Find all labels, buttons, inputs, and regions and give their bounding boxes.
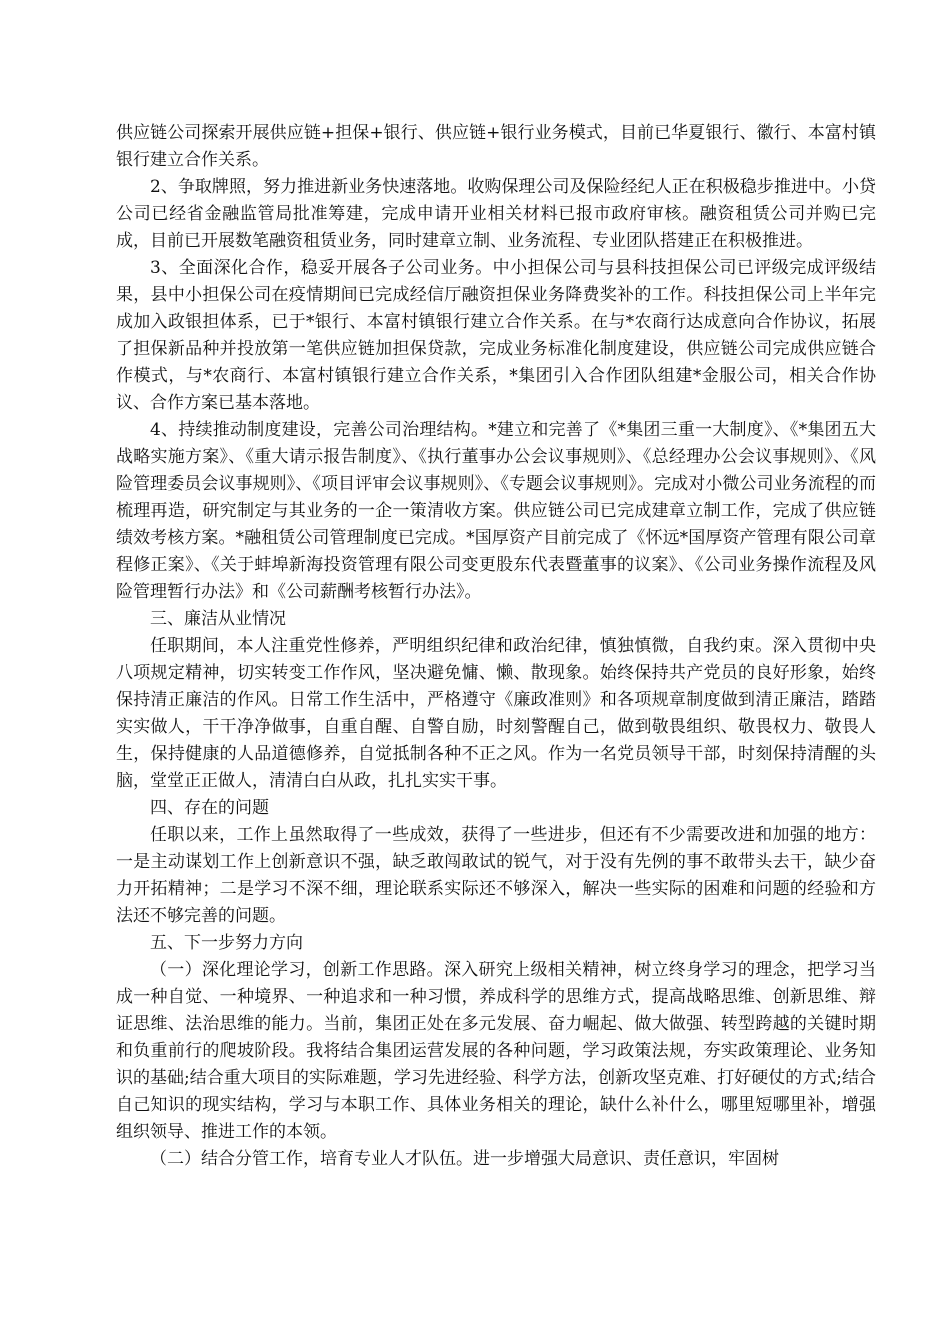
paragraph-cooperation: 3、全面深化合作，稳妥开展各子公司业务。中小担保公司与县科技担保公司已评级完成评级结果，县中小担保公司在疫情期间已完成经信厅融资担保业务降费奖补的工作。科技担保公司上半年完成加入政银担体系，已于*银行、本富村镇银行建立合作关系。在与*农商行达成意向合作协议，拓展了担保新品种并投放第一笔供应链加担保贷款，完成业务标准化制度建设，供应链公司完成供应链合作模式，与*农商行、本富村镇银行建立合作关系，*集团引入合作团队组建*金服公司，相关合作协议、合作方案已基本落地。 — [116, 258, 876, 413]
heading-next-steps: 五、下一步努力方向 — [150, 933, 303, 953]
paragraph-talent-team: （二）结合分管工作，培育专业人才队伍。进一步增强大局意识、责任意识，牢固树 — [150, 1149, 779, 1169]
paragraph-governance: 4、持续推动制度建设，完善公司治理结构。*建立和完善了《*集团三重一大制度》、《*集团五大战略实施方案》、《重大请示报告制度》、《执行董事办公会议事规则》、《总经理办公会议事规则》、《风险管理委员会议事规则》、《项目评审会议事规则》、《专题会议事规则》。完成对小微公司业务流程的而梳理再造，研究制定与其业务的一企一策清收方案。供应链公司已完成建章立制工作，完成了供应链绩效考核方案。*融租赁公司管理制度已完成。*国厚资产目前完成了《怀远*国厚资产管理有限公司章程修正案》、《关于蚌埠新海投资管理有限公司变更股东代表暨董事的议案》、《公司业务操作流程及风险管理暂行办法》和《公司薪酬考核暂行办法》。 — [116, 420, 876, 602]
paragraph-problems: 任职以来，工作上虽然取得了一些成效，获得了一些进步，但还有不少需要改进和加强的地方：一是主动谋划工作上创新意识不强，缺乏敢闯敢试的锐气，对于没有先例的事不敢带头去干，缺少奋力开拓精神；二是学习不深不细，理论联系实际还不够深入，解决一些实际的困难和问题的经验和方法还不够完善的问题。 — [116, 825, 876, 926]
paragraph-integrity: 任职期间，本人注重党性修养，严明组织纪律和政治纪律，慎独慎微，自我约束。深入贯彻中央八项规定精神，切实转变工作作风，坚决避免慵、懒、散现象。始终保持共产党员的良好形象，始终保持清正廉洁的作风。日常工作生活中，严格遵守《廉政准则》和各项规章制度做到清正廉洁，踏踏实实做人，干干净净做事，自重自醒、自警自励，时刻警醒自己，做到敬畏组织、敬畏权力、敬畏人生，保持健康的人品道德修养，自觉抵制各种不正之风。作为一名党员领导干部，时刻保持清醒的头脑，堂堂正正做人，清清白白从政，扎扎实实干事。 — [116, 636, 876, 791]
paragraph-continuation: 供应链公司探索开展供应链+担保+银行、供应链+银行业务模式，目前已华夏银行、徽行、本富村镇银行建立合作关系。 — [116, 123, 876, 170]
heading-integrity: 三、廉洁从业情况 — [150, 609, 286, 629]
paragraph-theory-study: （一）深化理论学习，创新工作思路。深入研究上级相关精神，树立终身学习的理念，把学习当成一种自觉、一种境界、一种追求和一种习惯，养成科学的思维方式，提高战略思维、创新思维、辩证思维、法治思维的能力。当前，集团正处在多元发展、奋力崛起、做大做强、转型跨越的关键时期和负重前行的爬坡阶段。我将结合集团运营发展的各种问题，学习政策法规，夯实政策理论、业务知识的基础;结合重大项目的实际难题，学习先进经验、科学方法，创新攻坚克难、打好硬仗的方式;结合自己知识的现实结构，学习与本职工作、具体业务相关的理论，缺什么补什么，哪里短哪里补，增强组织领导、推进工作的本领。 — [116, 960, 876, 1142]
heading-problems: 四、存在的问题 — [150, 798, 269, 818]
paragraph-licenses: 2、争取牌照，努力推进新业务快速落地。收购保理公司及保险经纪人正在积极稳步推进中。小贷公司已经省金融监管局批准筹建，完成申请开业相关材料已报市政府审核。融资租赁公司并购已完成，目前已开展数笔融资租赁业务，同时建章立制、业务流程、专业团队搭建正在积极推进。 — [116, 177, 876, 251]
document-body — [116, 120, 876, 1173]
